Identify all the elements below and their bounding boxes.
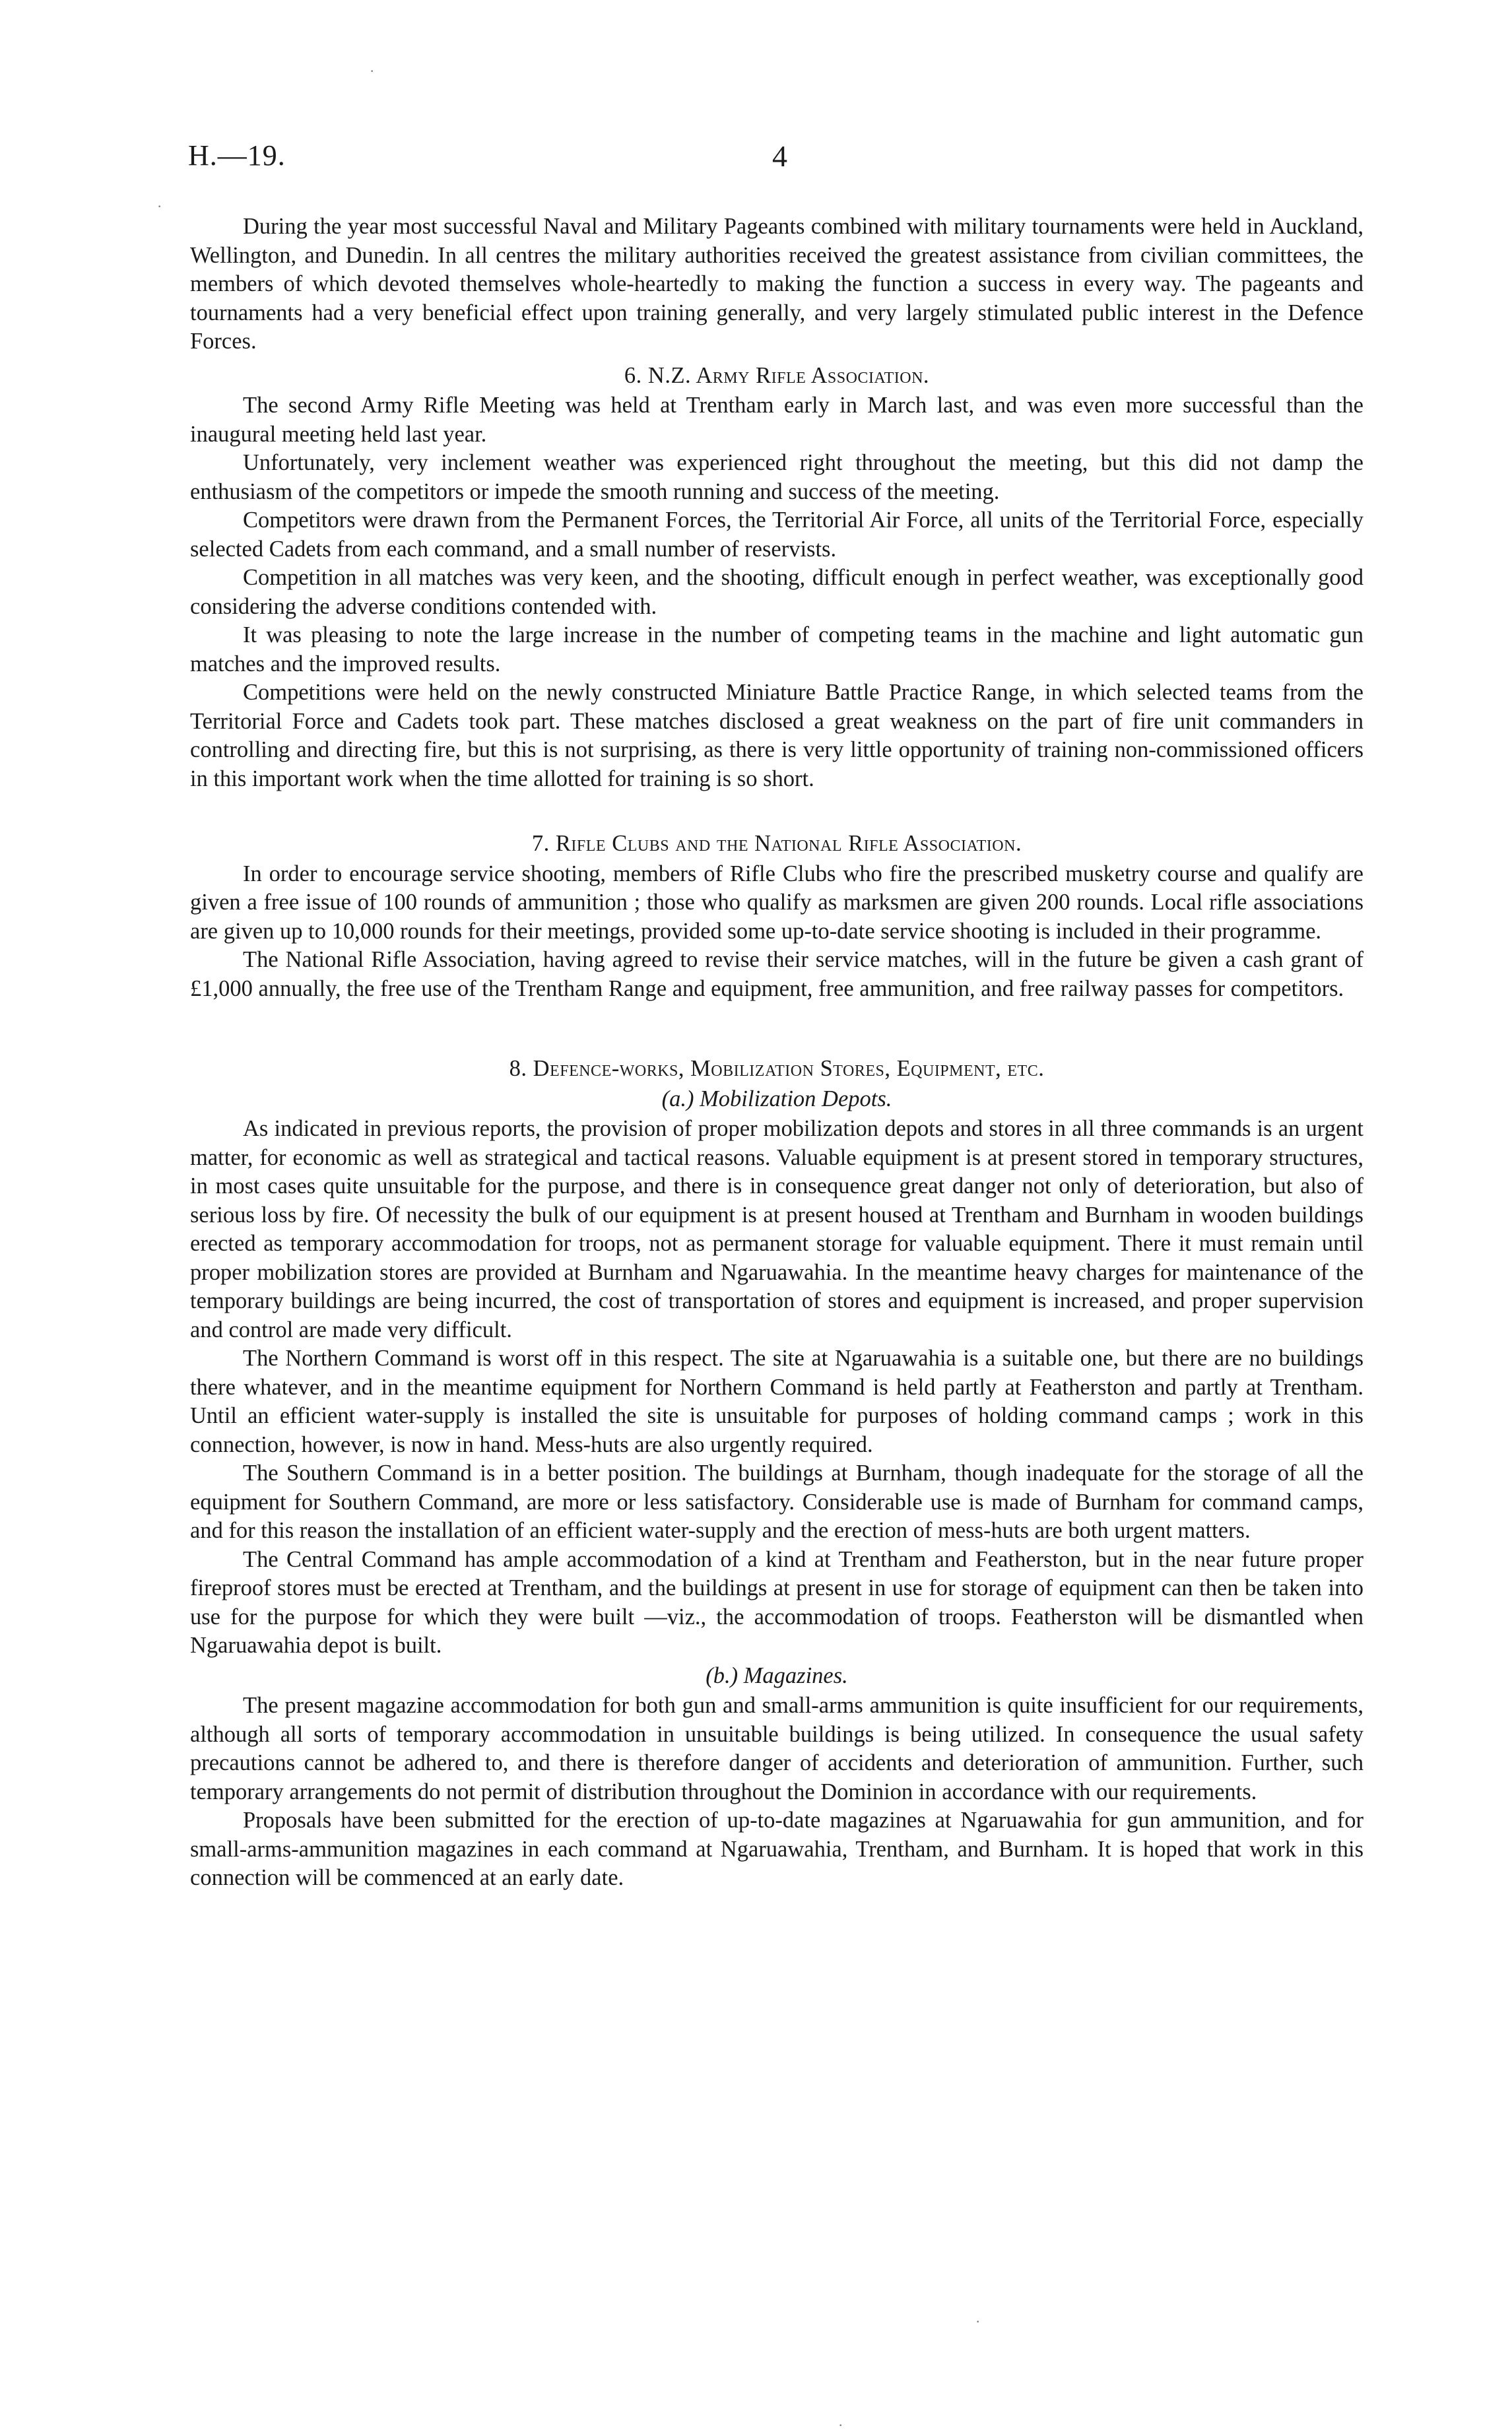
paragraph: Competitors were drawn from the Permanent Forces, the Territorial Air Force, all units of the Territorial Force, especially selected Cadets from each command, and a small number of reservists. [190, 508, 1364, 562]
scan-speck: · [157, 198, 162, 214]
page-number: 4 [772, 139, 787, 173]
document-reference: H.—19. [188, 139, 286, 172]
paragraph: Proposals have been submitted for the erection of up-to-date magazines at Ngaruawahia for gun ammunition, and for small-arms-ammunition magazines in each command at Ngaruawahia, Trentham, and Burnham. It is hoped that work in this connection will be commenced at an early date. [190, 1808, 1364, 1890]
section-8-heading: 8. Defence-works, Mobilization Stores, Equipment, etc. [509, 1056, 1045, 1081]
intro-paragraph: During the year most successful Naval and Military Pageants combined with military tournaments were held in Auckland, Wellington, and Dunedin. In all centres the military authorities received the greatest assistance from civilian committees, the members of which devoted themselves whole-heartedly to making the function a success in every way. The pageants and tournaments had a very beneficial effect upon training generally, and very largely stimulated public interest in the Defence Forces. [190, 214, 1364, 354]
paragraph: It was pleasing to note the large increase in the number of competing teams in the machine and light automatic gun matches and the improved results. [190, 622, 1364, 676]
scan-speck: · [838, 2417, 843, 2433]
document-body [190, 213, 1364, 1893]
paragraph: Competition in all matches was very keen, and the shooting, difficult enough in perfect weather, was exceptionally good considering the adverse conditions contended with. [190, 565, 1364, 619]
paragraph: The Southern Command is in a better position. The buildings at Burnham, though inadequate for the storage of all the equipment for Southern Command, are more or less satisfactory. Considerable use is made of Burnham for command camps, and for this reason the installation of an efficient water-supply and the erection of mess-huts are both urgent matters. [190, 1461, 1364, 1543]
paragraph: Competitions were held on the newly constructed Miniature Battle Practice Range, in which selected teams from the Territorial Force and Cadets took part. These matches disclosed a great weakness on the part of fire unit commanders in controlling and directing fire, but this is not surprising, as there is very little opportunity of training non-commissioned officers in this important work when the time allotted for training is so short. [190, 680, 1364, 791]
paragraph: In order to encourage service shooting, members of Rifle Clubs who fire the prescribed musketry course and qualify are given a free issue of 100 rounds of ammunition ; those who qualify as marksmen are given 200 rounds. Local rifle associations are given up to 10,000 rounds for their meetings, provided some up-to-date service shooting is included in their programme. [190, 861, 1364, 944]
paragraph: Unfortunately, very inclement weather was experienced right throughout the meeting, but this did not damp the enthusiasm of the competitors or impede the smooth running and success of the meeting. [190, 450, 1364, 504]
paragraph: As indicated in previous reports, the provision of proper mobilization depots and stores in all three commands is an urgent matter, for economic as well as strategical and tactical reasons. Valuable equipment is at present stored in temporary structures, in most cases quite unsuitable for the purpose, and there is in consequence great danger not only of deterioration, but also of serious loss by fire. Of necessity the bulk of our equipment is at present housed at Trentham and Burnham in wooden buildings erected as temporary accommodation for troops, not as permanent storage for valuable equipment. There it must remain until proper mobilization stores are provided at Burnham and Ngaruawahia. In the meantime heavy charges for maintenance of the temporary buildings are being incurred, the cost of transportation of stores and equipment is increased, and proper supervision and control are made very difficult. [190, 1116, 1364, 1342]
subsection-a-heading: (a.) Mobilization Depots. [661, 1086, 892, 1111]
page-header [188, 139, 1363, 185]
scan-speck: · [975, 2313, 981, 2330]
paragraph: The second Army Rifle Meeting was held at Trentham early in March last, and was even more successful than the inaugural meeting held last year. [190, 393, 1364, 447]
section-6-heading: 6. N.Z. Army Rifle Association. [624, 362, 930, 388]
paragraph: The Central Command has ample accommodation of a kind at Trentham and Featherston, but in the near future proper fireproof stores must be erected at Trentham, and the buildings at present in use for storage of equipment can then be taken into use for the purpose for which they were built —viz., the accommodation of troops. Featherston will be dismantled when Ngaruawahia depot is built. [190, 1546, 1364, 1658]
section-7-heading: 7. Rifle Clubs and the National Rifle Association. [531, 831, 1022, 856]
paragraph: The present magazine accommodation for both gun and small-arms ammunition is quite insufficient for our requirements, although all sorts of temporary accommodation in unsuitable buildings is being utilized. In consequence the usual safety precautions cannot be adhered to, and there is therefore danger of accidents and deterioration of ammunition. Further, such temporary arrangements do not permit of distribution throughout the Dominion in accordance with our requirements. [190, 1693, 1364, 1804]
scan-speck: · [370, 63, 375, 79]
subsection-b-heading: (b.) Magazines. [706, 1662, 848, 1688]
paragraph: The National Rifle Association, having agreed to revise their service matches, will in the future be given a cash grant of £1,000 annually, the free use of the Trentham Range and equipment, free ammunition, and free railway passes for competitors. [190, 947, 1364, 1001]
paragraph: The Northern Command is worst off in this respect. The site at Ngaruawahia is a suitable one, but there are no buildings there whatever, and in the meantime equipment for Northern Command is held partly at Featherston and partly at Trentham. Until an efficient water-supply is installed the site is unsuitable for purposes of holding command camps ; work in this connection, however, is now in hand. Mess-huts are also urgently required. [190, 1346, 1364, 1457]
